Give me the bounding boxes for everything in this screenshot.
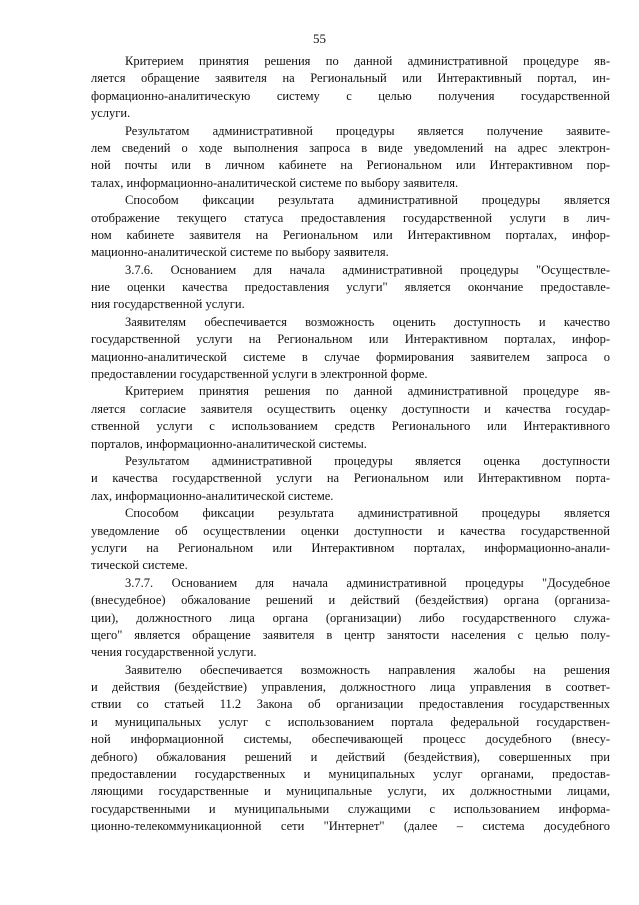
text-line: государственными и муниципальными служащими с использованием информа- [91, 801, 610, 816]
text-line: Заявителям обеспечивается возможность оценить доступность и качество [125, 314, 610, 329]
text-line: отображение текущего статуса предоставления государственной услуги в лич- [91, 210, 610, 225]
text-line: услуги на Региональном или Интерактивном порталах, информационно-анали- [91, 540, 610, 555]
text-line: Способом фиксации результата административной процедуры является [125, 506, 610, 521]
text-line: 3.7.7. Основанием для начала административной процедуры "Досудебное [125, 575, 610, 590]
text-line: ние оценки качества предоставления услуги" является окончание предоставле- [91, 280, 610, 295]
text-line: предоставлении государственных и муниципальных услуг органами, предостав- [91, 767, 610, 782]
text-line: Критерием принятия решения по данной административной процедуре яв- [125, 384, 610, 399]
text-line: ной информационной системы, обеспечивающей процесс досудебного (внесу- [91, 732, 610, 747]
text-line: уведомление об осуществлении оценки доступности и качества государственной [91, 523, 610, 538]
text-line: дебного) обжалования решений и действий (бездействия), совершенных при [91, 749, 610, 764]
text-line: Результатом административной процедуры является оценка доступности [125, 453, 610, 468]
text-line: ния государственной услуги. [91, 297, 245, 312]
text-line: ляется обращение заявителя на Региональный или Интерактивный портал, ин- [91, 71, 610, 86]
text-line: услуги. [91, 106, 131, 121]
text-line: тической системе. [91, 558, 188, 573]
text-line: Критерием принятия решения по данной административной процедуре яв- [125, 54, 610, 68]
text-line: (внесудебное) обжалование решений и действий (бездействия) органа (организа- [91, 593, 610, 608]
text-line: чения государственной услуги. [91, 645, 257, 660]
text-line: и действия (бездействие) управления, должностного лица управления в соответ- [91, 680, 610, 695]
text-line: ции), должностного лица органа (организации) либо государственного служа- [91, 610, 610, 625]
body-text [91, 53, 610, 836]
text-line: ствии со статьей 11.2 Закона об организации предоставления государственных [91, 697, 610, 712]
text-line: ляется согласие заявителя осуществить оценку доступности и качества государ- [91, 401, 610, 416]
text-line: формационно-аналитическую систему с целью получения государственной [91, 88, 610, 103]
text-line: ственной услуги с использованием средств Регионального или Интерактивного [91, 419, 610, 434]
text-line: Результатом административной процедуры является получение заявите- [125, 123, 610, 138]
text-line: Заявителю обеспечивается возможность направления жалобы на решения [125, 662, 610, 677]
text-line: ном кабинете заявителя на Региональном или Интерактивном порталах, инфор- [91, 227, 610, 242]
text-line: мационно-аналитической системе по выбору заявителя. [91, 245, 389, 260]
text-line: и муниципальных услуг с использованием портала федеральной государствен- [91, 714, 610, 729]
text-line: щего" является обращение заявителя в центр занятости населения с целью полу- [91, 627, 610, 642]
text-line: лах, информационно-аналитической системе. [91, 488, 334, 503]
text-line: Способом фиксации результата административной процедуры является [125, 193, 610, 208]
text-line: лем сведений о ходе выполнения запроса в виде уведомлений на адрес электрон- [91, 140, 610, 155]
text-line: талах, информационно-аналитической системе по выбору заявителя. [91, 175, 459, 190]
text-line: ной почты или в личном кабинете на Региональном или Интерактивном пор- [91, 158, 610, 173]
text-line: порталов, информационно-аналитической системы. [91, 436, 367, 451]
text-line: предоставлении государственной услуги в электронной форме. [91, 367, 428, 382]
text-line: и качества государственной услуги на Региональном или Интерактивном порта- [91, 471, 610, 486]
text-line: мационно-аналитической системе в случае формирования заявителем запроса о [91, 349, 610, 364]
page-number: 55 [313, 31, 326, 46]
text-line: ционно-телекоммуникационной сети "Интернет" (далее – система досудебного [91, 819, 610, 834]
text-line: государственной услуги на Региональном или Интерактивном порталах, инфор- [91, 332, 610, 347]
text-line: 3.7.6. Основанием для начала административной процедуры "Осуществле- [125, 262, 610, 277]
text-line: ляющими государственные и муниципальные услуги, их должностными лицами, [91, 784, 610, 799]
